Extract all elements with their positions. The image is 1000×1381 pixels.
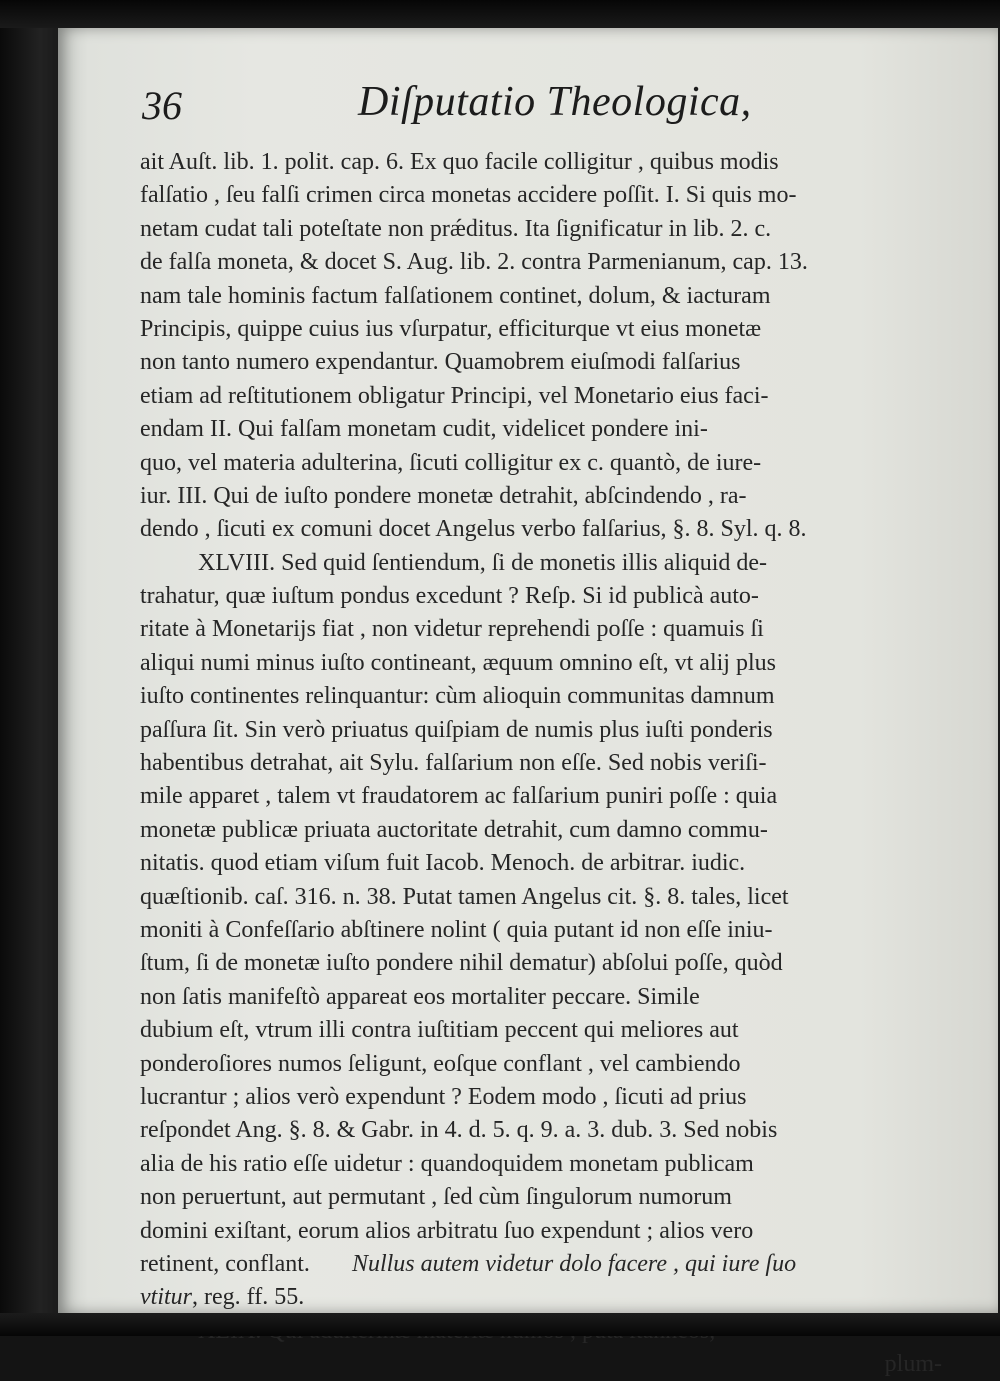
text-line: reſpondet Ang. §. 8. & Gabr. in 4. d. 5. q. 9. a. 3. dub. 3. Sed nobis xyxy=(140,1117,778,1144)
text-line: dendo , ſicuti ex comuni docet Angelus verbo falſarius, §. 8. Syl. q. 8. xyxy=(140,516,807,543)
text-line: quo, vel materia adulterina, ſicuti colligitur ex c. quantò, de iure- xyxy=(140,449,762,476)
text-line-start: retinent, conflant. xyxy=(140,1250,310,1277)
text-line: moniti à Confeſſario abſtinere nolint ( quia putant id non eſſe iniu- xyxy=(140,916,773,943)
text-line: nitatis. quod etiam viſum fuit Iacob. Menoch. de arbitrar. iudic. xyxy=(140,850,746,877)
text-line: mile apparet , talem vt fraudatorem ac falſarium puniri poſſe : quia xyxy=(140,783,778,810)
text-line: iur. III. Qui de iuſto pondere monetæ detrahit, abſcindendo , ra- xyxy=(140,482,747,509)
text-line: ponderoſiores numos ſeligunt, eoſque conflant , vel cambiendo xyxy=(140,1050,741,1077)
text-line: trahatur, quæ iuſtum pondus excedunt ? Reſp. Si id publicà auto- xyxy=(140,583,759,610)
page-number: 36 xyxy=(142,83,182,128)
text-line: netam cudat tali poteſtate non prǽditus. Ita ſignificatur in lib. 2. c. xyxy=(140,215,772,242)
text-line: de falſa moneta, & docet S. Aug. lib. 2. contra Parmenianum, cap. 13. xyxy=(140,249,808,276)
text-line: monetæ publicæ priuata auctoritate detrahit, cum damno commu- xyxy=(140,816,768,843)
page-title: Diſputatio Theologica, xyxy=(358,79,752,125)
text-line: non tanto numero expendantur. Quamobrem eiuſmodi falſarius xyxy=(140,349,741,376)
text-line: etiam ad reſtitutionem obligatur Principi, vel Monetario eius faci- xyxy=(140,382,769,409)
text-line-with-quote xyxy=(140,1281,950,1314)
scan-bottom-edge xyxy=(0,1313,1000,1336)
text-line: dubium eſt, vtrum illi contra iuſtitiam peccent qui meliores aut xyxy=(140,1017,739,1044)
catchword: plum- xyxy=(884,1351,942,1378)
text-line: ſtum, ſi de monetæ iuſto pondere nihil dematur) abſolui poſſe, quòd xyxy=(140,950,783,977)
text-line: paſſura ſit. Sin verò priuatus quiſpiam de numis plus iuſti ponderis xyxy=(140,716,773,743)
text-line: habentibus detrahat, ait Sylu. falſarium non eſſe. Sed nobis veriſi- xyxy=(140,750,767,777)
text-line: Principis, quippe cuius ius vſurpatur, efficiturque vt eius monetæ xyxy=(140,315,762,342)
text-line: falſatio , ſeu falſi crimen circa monetas accidere poſſit. I. Si quis mo- xyxy=(140,182,797,209)
italic-quote-end: vtitur xyxy=(140,1284,192,1311)
running-head xyxy=(140,70,950,142)
page-content xyxy=(140,70,950,1381)
text-line: alia de his ratio eſſe uidetur : quandoquidem monetam publicam xyxy=(140,1150,754,1177)
text-line: non ſatis manifeſtò appareat eos mortaliter peccare. Simile xyxy=(140,983,700,1010)
text-line: iuſto continentes relinquantur: cùm alioquin communitas damnum xyxy=(140,683,775,710)
text-line: quæſtionib. caſ. 316. n. 38. Putat tamen Angelus cit. §. 8. tales, licet xyxy=(140,883,789,910)
text-line: ritate à Monetarijs fiat , non videtur reprehendi poſſe : quamuis ſi xyxy=(140,616,764,643)
text-line-with-quote xyxy=(140,1248,950,1281)
text-line: lucrantur ; alios verò expendunt ? Eodem modo , ſicuti ad prius xyxy=(140,1083,747,1110)
text-line: ait Auſt. lib. 1. polit. cap. 6. Ex quo facile colligitur , quibus modis xyxy=(140,149,779,175)
section-heading-line: XLVIII. Sed quid ſentiendum, ſi de monetis illis aliquid de- xyxy=(198,549,768,576)
text-line: domini exiſtant, eorum alios arbitratu ſuo expendunt ; alios vero xyxy=(140,1217,754,1244)
body-text xyxy=(140,146,950,1381)
scan-top-edge xyxy=(0,0,1000,28)
text-line: nam tale hominis factum falſationem continet, dolum, & iacturam xyxy=(140,282,771,309)
text-line: aliqui numi minus iuſto contineant, æquum omnino eſt, vt alij plus xyxy=(140,649,776,676)
text-line: endam II. Qui falſam monetam cudit, videlicet pondere ini- xyxy=(140,416,708,443)
italic-quote: Nullus autem videtur dolo facere , qui iure ſuo xyxy=(351,1250,797,1277)
text-line: non peruertunt, aut permutant , ſed cùm ſingulorum numorum xyxy=(140,1184,732,1211)
citation: , reg. ff. 55. xyxy=(192,1284,305,1311)
